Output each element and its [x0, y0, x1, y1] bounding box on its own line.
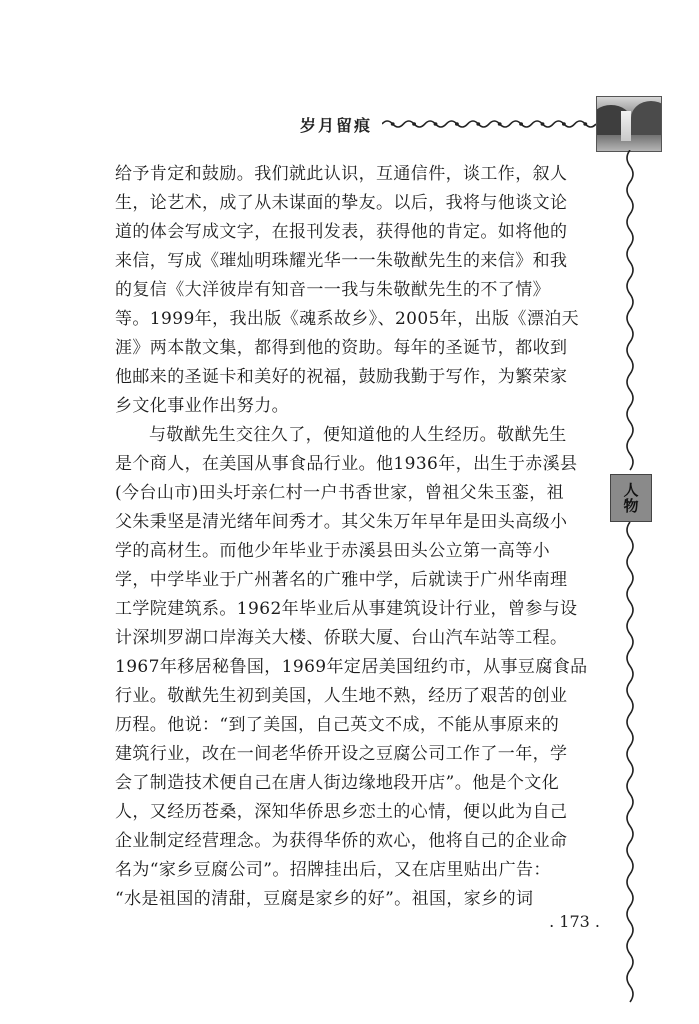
text-line: 企业制定经营理念。为获得华侨的欢心，他将自己的企业命	[115, 831, 568, 851]
text-line: 行业。敬猷先生初到美国，人生地不熟，经历了艰苦的创业	[115, 686, 568, 706]
text-line: 名为“家乡豆腐公司”。招牌挂出后，又在店里贴出广告：	[115, 860, 551, 880]
header-ornament-icon	[382, 117, 596, 131]
text-line: 道的体会写成文字，在报刊发表，获得他的肯定。如将他的	[115, 222, 568, 242]
text-line: 涯》两本散文集，都得到他的资助。每年的圣诞节，都收到	[115, 338, 568, 358]
page-number: . 173 .	[549, 912, 600, 931]
text-line: 学，中学毕业于广州著名的广雅中学，后就读于广州华南理	[115, 570, 568, 590]
text-line: 建筑行业，改在一间老华侨开设之豆腐公司工作了一年，学	[115, 744, 568, 764]
text-line: 工学院建筑系。1962年毕业后从事建筑设计行业，曾参与设	[115, 599, 578, 619]
text-line: “水是祖国的清甜，豆腐是家乡的好”。祖国，家乡的词	[115, 889, 534, 909]
text-line: 历程。他说：“到了美国，自己英文不成，不能从事原来的	[115, 715, 560, 735]
section-tab	[610, 474, 652, 522]
vertical-ornament-icon	[622, 150, 638, 1005]
text-line: 学的高材生。而他少年毕业于赤溪县田头公立第一高等小	[115, 541, 550, 561]
text-line: 他邮来的圣诞卡和美好的祝福，鼓励我勤于写作，为繁荣家	[115, 367, 568, 387]
section-tab-char: 物	[623, 497, 639, 515]
text-line: 给予肯定和鼓励。我们就此认识，互通信件，谈工作，叙人	[115, 164, 568, 184]
text-line: 与敬猷先生交往久了，便知道他的人生经历。敬猷先生	[149, 425, 567, 445]
text-line: 父朱秉坚是清光绪年间秀才。其父朱万年早年是田头高级小	[115, 512, 568, 532]
text-line: 生，论艺术，成了从未谋面的挚友。以后，我将与他谈文论	[115, 193, 568, 213]
text-line: 会了制造技术便自己在唐人街边缘地段开店”。他是个文化	[115, 773, 560, 793]
corner-waterfall-image	[596, 96, 662, 152]
text-line: 来信，写成《璀灿明珠耀光华一一朱敬猷先生的来信》和我	[115, 251, 568, 271]
running-header	[300, 110, 596, 138]
text-line: 的复信《大洋彼岸有知音一一我与朱敬猷先生的不了情》	[115, 280, 550, 300]
text-line: 乡文化事业作出努力。	[115, 396, 289, 416]
text-line: 是个商人，在美国从事食品行业。他1936年，出生于赤溪县	[115, 454, 578, 474]
text-line: 1967年移居秘鲁国，1969年定居美国纽约市，从事豆腐食品	[115, 657, 588, 677]
text-line: 人，又经历苍桑，深知华侨思乡恋土的心情，便以此为自己	[115, 802, 568, 822]
section-tab-char: 人	[623, 481, 639, 499]
text-line: (今台山市)田头圩亲仁村一户书香世家，曾祖父朱玉銮，祖	[115, 483, 565, 503]
header-title: 岁月留痕	[300, 115, 373, 135]
text-line: 计深圳罗湖口岸海关大楼、侨联大厦、台山汽车站等工程。	[115, 628, 568, 648]
text-line: 等。1999年，我出版《魂系故乡》、2005年，出版《漂泊天	[115, 309, 580, 329]
